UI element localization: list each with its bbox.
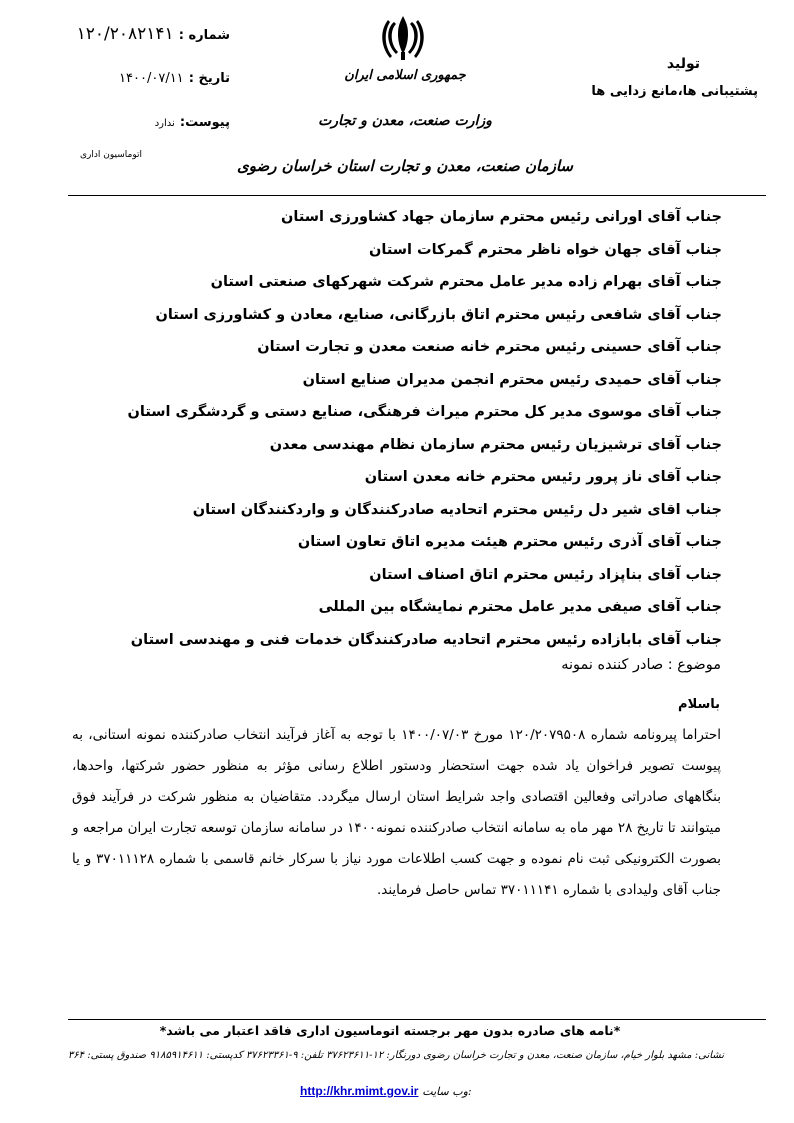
recipient-line: جناب آقای جهان خواه ناظر محترم گمرکات استان [369,241,722,258]
organization-name: سازمان صنعت، معدن و تجارت استان خراسان رضوی [236,157,573,175]
letter-number-value: ۱۲۰/۲۰۸۲۱۴۱ [76,24,174,44]
iran-emblem-icon [380,12,426,62]
recipient-line: جناب آقای موسوی مدیر کل محترم میراث فرهنگی، صنایع دستی و گردشگری استان [127,404,722,420]
letter-subject: موضوع : صادر کننده نمونه [561,657,721,673]
letter-date-value: ۱۴۰۰/۰۷/۱۱ [119,71,184,86]
recipient-line: جناب آقای حمیدی رئیس محترم انجمن مدیران صنایع استان [302,371,722,388]
letter-number-label: شماره : [178,28,230,43]
recipient-line: جناب آقای صیفی مدیر عامل محترم نمایشگاه بین المللی [318,599,722,615]
recipient-line: جناب آقای ترشیزیان رئیس محترم سازمان نظام مهندسی معدن [269,436,722,453]
recipient-line: جناب آقای بابازاده رئیس محترم اتحادیه صادرکنندگان خدمات فنی و مهندسی استان [130,631,722,648]
footer-address: نشانی: مشهد بلوار خیام، سازمان صنعت، معدن و تجارت خراسان رضوی دورنگار: ۱۲-۳۷۶۲۳۶۱۱ تلفن: ۹-۳۷۶۲۳۳۶۱ کدپستی: ۹۱۸۵۹۱۴۶۱۱ صندوق پستی: ۳۶۴ [67,1050,724,1061]
recipient-line: جناب آقای بهرام زاده مدیر عامل محترم شرکت شهرکهای صنعتی استان [210,274,722,290]
letter-date-label: تاریخ : [188,71,230,86]
recipient-line: جناب آقای آذری رئیس محترم هیئت مدیره اتاق تعاون استان [297,534,722,550]
website-label: وب سایت: [422,1085,472,1098]
letter-attachment-value: ندارد [154,118,175,129]
footer-divider [68,1019,766,1020]
letter-body: احتراما پیرونامه شماره ۱۲۰/۲۰۷۹۵۰۸ مورخ ۱۴۰۰/۰۷/۰۳ با توجه به آغاز فرآیند انتخاب صادرکننده نمونه استانی، به پیوست تصویر فراخوان یاد شده جهت استحضار ودستور اطلاع رسانی مؤثر به منظور حضور شرکتها، واحدها، بنگاههای صادراتی وفعالین اقتصادی واجد شرایط استان ارسال میگردد. متقاضیان به منظور شرکت در فرآیند فوق میتوانند تا تاریخ ۲۸ مهر ماه به سامانه انتخاب صادرکننده نمونه۱۴۰۰ در سامانه سازمان توسعه تجارت ایران مراجعه و بصورت الکترونیکی ثبت نام نموده و جهت کسب اطلاعات مورد نیاز با سرکار خانم قاسمی با شماره ۳۷۰۱۱۱۲۸ و یا جناب آقای ولیدادی با شماره ۳۷۰۱۱۱۴۱ تماس حاصل فرمایند. [72,727,721,898]
department-title: تولید [666,56,700,72]
recipient-list [62,201,722,656]
department-subtitle: پشتیبانی ها،مانع زدایی ها [591,84,758,99]
recipient-line: جناب اقای شیر دل رئیس محترم اتحادیه صادرکنندگان و واردکنندگان استان [192,501,722,518]
recipient-line: جناب آقای ناز پرور رئیس محترم خانه معدن استان [364,469,722,485]
automation-note: اتوماسیون اداری [80,150,142,160]
header-divider [68,195,766,196]
republic-name: جمهوری اسلامی ایران [344,68,466,83]
website-link[interactable]: http://khr.mimt.gov.ir [300,1084,419,1098]
recipient-line: جناب آقای حسینی رئیس محترم خانه صنعت معدن و تجارت استان [257,339,722,355]
letter-greeting: باسلام [678,697,720,712]
letter-number [60,24,230,44]
recipient-line: جناب آقای شافعی رئیس محترم اتاق بازرگانی، صنایع، معادن و کشاورزی استان [155,306,722,323]
ministry-name: وزارت صنعت، معدن و تجارت [318,113,492,129]
recipient-line: جناب آقای بناپزاد رئیس محترم اتاق اصناف استان [369,566,722,583]
footer-notice: *نامه های صادره بدون مهر برجسته اتوماسیون اداری فاقد اعتبار می باشد* [159,1023,621,1038]
letter-attachment-label: پیوست: [179,115,230,130]
recipient-line: جناب آقای اورانی رئیس محترم سازمان جهاد کشاورزی استان [281,209,722,225]
footer-website [300,1084,472,1098]
